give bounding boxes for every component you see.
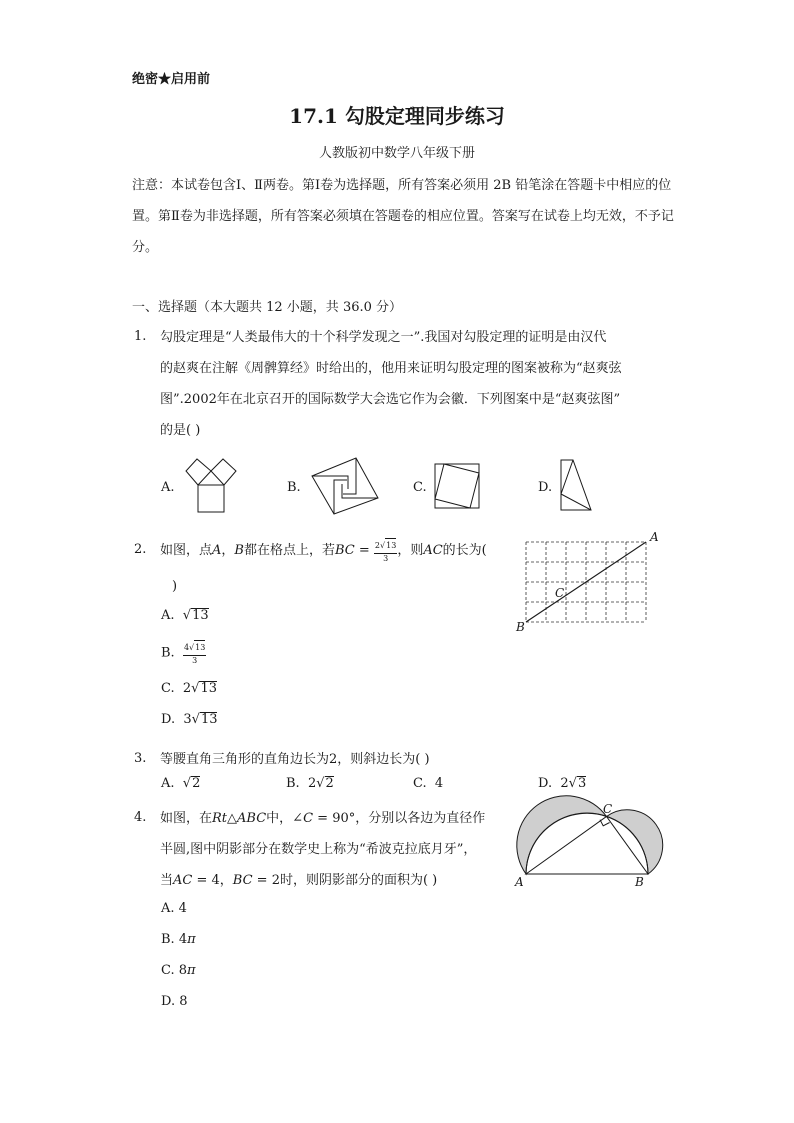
q2-var-b: B <box>234 543 244 558</box>
q2-option-a-label: A. <box>161 608 175 623</box>
q4-option-b <box>161 932 196 947</box>
q2-fraction: $\frac{2√13}{3}$ <box>374 538 397 564</box>
q2-var-a: A <box>212 543 222 558</box>
q2-bc: BC <box>335 543 355 558</box>
q2-text-d: ，则 <box>397 543 424 558</box>
q2-stem <box>160 535 487 566</box>
q2-label-b: B <box>516 620 525 634</box>
q1-option-a-label: A. <box>161 480 175 495</box>
q2-option-c: C. 2√13 <box>161 681 218 696</box>
q4-abc: ABC <box>237 811 267 826</box>
q1-line3: 图”.2002年在北京召开的国际数学大会选它作为会徽．下列图案中是“赵爽弦图” <box>160 392 621 407</box>
q2-close-paren: ) <box>172 579 178 594</box>
q1-line2: 的赵爽在注解《周髀算经》时给出的，他用来证明勾股定理的图案被称为“赵爽弦 <box>160 361 622 376</box>
section-title: 一、选择题（本大题共 12 小题，共 36.0 分） <box>132 300 403 315</box>
q4-option-d: D. 8 <box>161 994 188 1009</box>
q3-option-d-label: D. <box>538 776 553 791</box>
q2-label-a: A <box>650 530 659 544</box>
q3-number: 3. <box>134 751 147 766</box>
q4-label-c: C <box>603 802 613 816</box>
q4-line1-eq: = 90°，分别以各边为直径作 <box>313 811 486 826</box>
q4-line1-b: 中，∠ <box>266 811 304 826</box>
q4-eq2: = 2时，则阴影部分的面积为( ) <box>252 873 438 888</box>
q3-option-b-coef: 2 <box>307 776 317 791</box>
q3-option-a-label: A. <box>161 776 175 791</box>
q4-rt: Rt <box>212 811 228 826</box>
page-title: 17.1 勾股定理同步练习 <box>289 104 505 128</box>
q2-frac-den: 3 <box>383 553 389 563</box>
q2-number: 2. <box>134 542 147 557</box>
q3-option-a: A. √2 <box>161 776 201 791</box>
q2-grid-figure <box>512 530 672 634</box>
q3-option-c-label: C. <box>413 776 427 791</box>
q2-text-a: 如图，点 <box>160 543 213 558</box>
q4-eq1: = 4， <box>192 873 233 888</box>
q4-line3 <box>160 865 437 896</box>
q2-text-c: 都在格点上，若 <box>243 543 335 558</box>
q1-number: 1. <box>134 329 147 344</box>
q2-option-b <box>161 640 206 666</box>
q2-frac-coef: 2 <box>374 540 381 550</box>
q3-option-d: D. 2√3 <box>538 776 587 791</box>
q3-option-d-rad: 3 <box>577 776 587 791</box>
q2-option-c-coef: 2 <box>182 681 192 696</box>
q4-ac: AC <box>173 873 193 888</box>
q3-option-a-rad: 2 <box>192 776 201 791</box>
q4-label-a: A <box>515 875 524 889</box>
q2-option-d: D. 3√13 <box>161 712 218 727</box>
q4-bc: BC <box>232 873 253 888</box>
q4-line1-a: 如图，在 <box>160 811 213 826</box>
q1-option-d-figure <box>558 458 594 516</box>
q1-line4: 的是( ) <box>160 423 201 438</box>
q4-line3-a: 当 <box>160 873 174 888</box>
q2-option-b-coef: 4 <box>183 643 190 652</box>
q2-option-a: A. √13 <box>161 608 209 623</box>
exam-notice: 注意：本试卷包含Ⅰ、Ⅱ两卷。第Ⅰ卷为选择题，所有答案必须用 2B 铅笔涂在答题卡中相应的位置。第Ⅱ卷为非选择题，所有答案必须填在答题卷的相应位置。答案写在试卷上均无效，不予记分。 <box>132 178 674 255</box>
q4-option-b-label: B. 4 <box>161 932 188 947</box>
q2-option-b-label: B. <box>161 645 175 661</box>
q2-text-e: 的长为( <box>442 543 487 558</box>
q1-option-d-label: D. <box>538 480 553 495</box>
q4-option-c-pi: π <box>187 963 196 978</box>
q3-option-d-coef: 2 <box>560 776 569 791</box>
q4-option-c-label: C. 8 <box>161 963 188 978</box>
q2-option-d-rad: 13 <box>200 712 218 727</box>
q3-option-c <box>413 776 443 791</box>
q2-option-c-rad: 13 <box>200 681 218 696</box>
q4-line1 <box>160 803 485 834</box>
q2-option-d-label: D. <box>161 712 176 727</box>
q4-option-c <box>161 963 196 978</box>
q2-eq: = <box>354 543 374 558</box>
q2-option-b-fraction: $\frac{4√13}{3}$ <box>183 640 206 666</box>
q2-option-c-label: C. <box>161 681 175 696</box>
q2-option-d-coef: 3 <box>183 712 192 727</box>
q4-lune-ac <box>517 796 607 874</box>
q2-frac-rad: 13 <box>385 538 396 553</box>
q1-option-c-label: C. <box>413 480 427 495</box>
q4-angle-c: C <box>303 811 314 826</box>
q3-option-b-rad: 2 <box>325 776 334 791</box>
q2-option-a-rad: 13 <box>192 608 209 623</box>
page-subtitle: 人教版初中数学八年级下册 <box>318 146 475 161</box>
q2-text-b: ， <box>221 543 235 558</box>
q1-option-a-figure <box>182 454 242 516</box>
q1-option-c-figure <box>433 462 481 510</box>
q4-option-a: A. 4 <box>161 901 187 916</box>
q3-option-b: B. 2√2 <box>286 776 334 791</box>
q3-option-b-label: B. <box>286 776 300 791</box>
q2-label-c: C <box>555 586 565 600</box>
q4-label-b: B <box>635 875 644 889</box>
q3-stem: 等腰直角三角形的直角边长为2，则斜边长为( ) <box>160 752 430 767</box>
q4-line2: 半圆,图中阴影部分在数学史上称为“希波克拉底月牙”， <box>160 842 477 857</box>
q4-triangle-symbol: △ <box>227 811 238 826</box>
q2-option-b-rad: 13 <box>194 640 205 655</box>
q2-option-b-den: 3 <box>192 656 198 665</box>
q4-number: 4. <box>134 810 147 825</box>
q2-ac: AC <box>423 543 443 558</box>
q3-option-c-val: 4 <box>434 776 444 791</box>
q1-line1: 勾股定理是“人类最伟大的十个科学发现之一”.我国对勾股定理的证明是由汉代 <box>160 330 607 345</box>
q1-option-b-label: B. <box>287 480 301 495</box>
q1-option-b-figure <box>310 456 382 518</box>
q4-lune-figure <box>512 796 672 890</box>
secret-mark: 绝密★启用前 <box>132 72 211 87</box>
q4-option-b-pi: π <box>187 932 196 947</box>
